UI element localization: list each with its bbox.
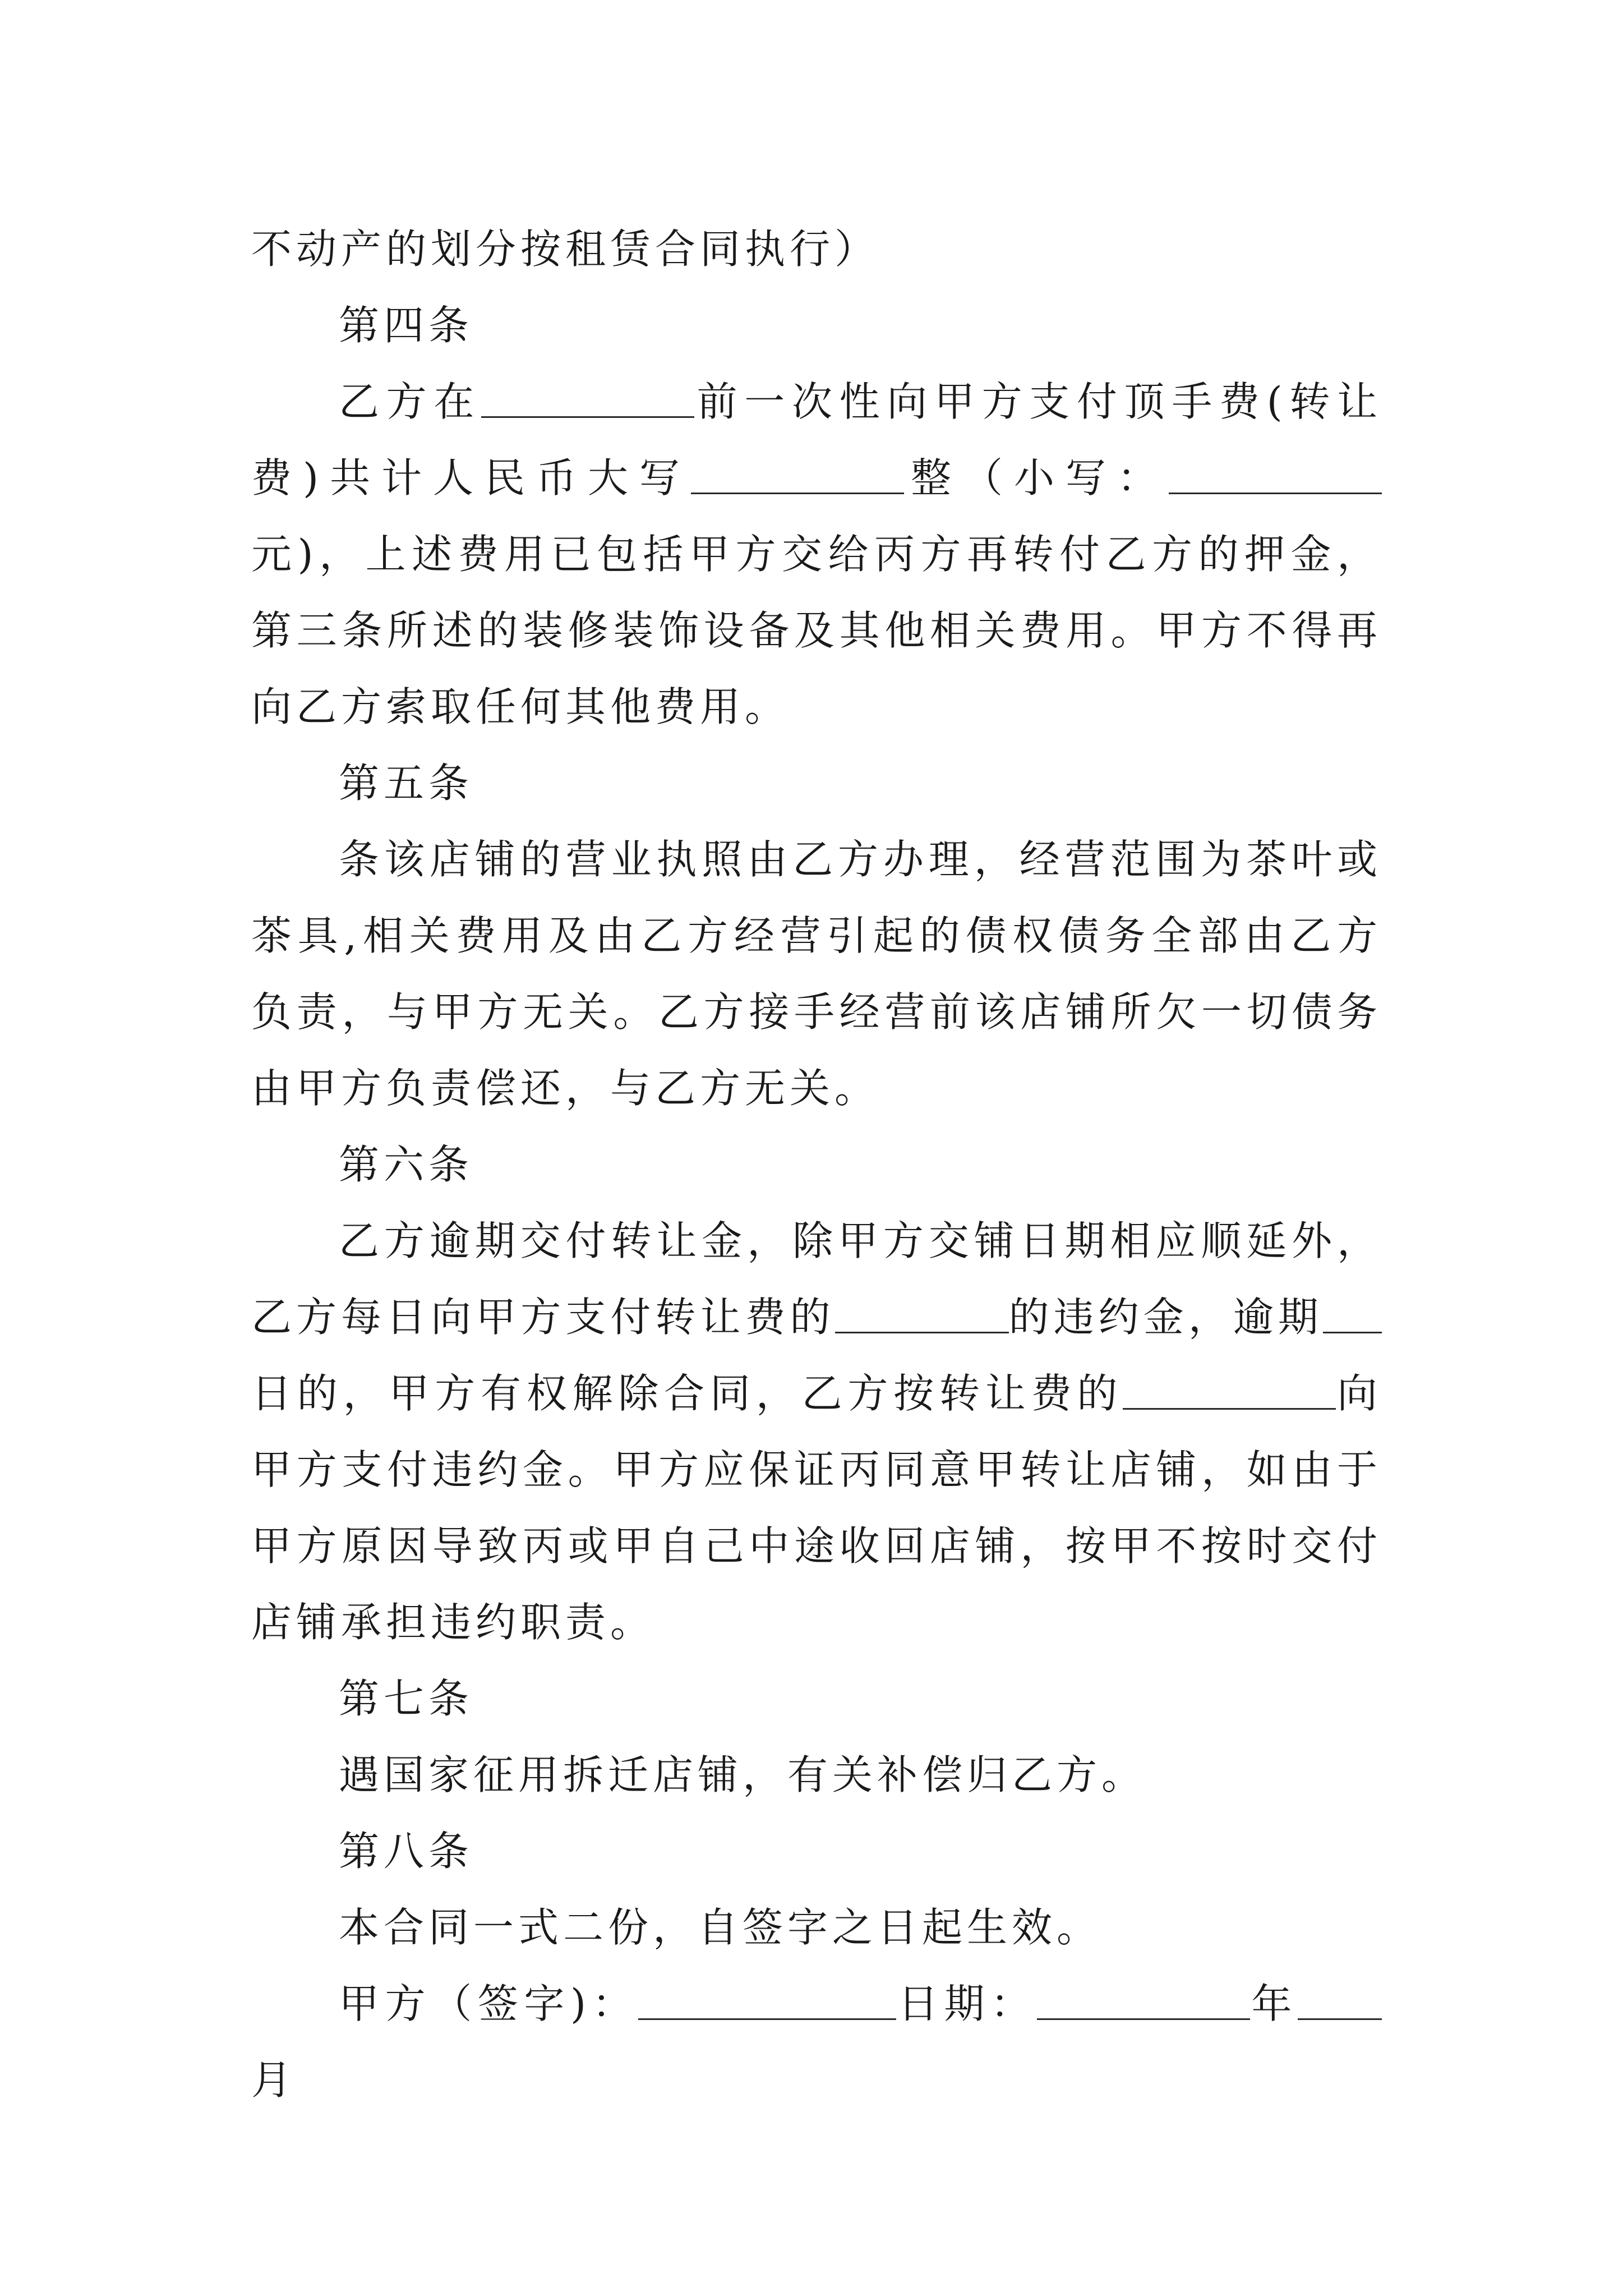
article-6-text-4: 向甲方支付违约金。甲方应保证丙同意甲转让店铺，如由于甲方原因导致丙或甲自己中途收回店铺，按甲不按时交付店铺承担违约职责。 — [251, 1370, 1382, 1646]
article-4-text-1: 乙方在 — [339, 378, 481, 425]
article-4-text-3: 整（小写： — [904, 454, 1169, 501]
article-6-text-1: 乙方逾期交付转让金，除甲方交铺日期相应顺延外，乙方每日向甲方支付转让费的 — [251, 1217, 1382, 1341]
year-blank[interactable] — [1037, 1980, 1250, 2020]
month-label: 月 — [251, 2056, 297, 2104]
payment-date-blank[interactable] — [481, 378, 694, 418]
article-4-heading: 第四条 — [339, 302, 474, 349]
article-4-text-2: 前一次性向甲方支付顶手费(转让费)共计人民币大写 — [251, 378, 1382, 501]
year-label: 年 — [1249, 1980, 1298, 2027]
amount-in-words-blank[interactable] — [691, 454, 904, 494]
daily-penalty-rate-blank[interactable] — [835, 1294, 1009, 1333]
article-4-paragraph — [251, 364, 1382, 745]
month-blank[interactable] — [1298, 1980, 1382, 2020]
article-6-text-3: 日的，甲方有权解除合同，乙方按转让费的 — [251, 1370, 1123, 1417]
overdue-days-blank[interactable] — [1323, 1294, 1382, 1333]
article-7-paragraph: 遇国家征用拆迁店铺，有关补偿归乙方。 — [339, 1751, 1147, 1798]
penalty-rate-blank[interactable] — [1123, 1370, 1336, 1410]
continuation-paragraph: 不动产的划分按租赁合同执行） — [251, 226, 880, 273]
signature-line — [251, 1966, 1382, 2118]
article-8-paragraph: 本合同一式二份，自签字之日起生效。 — [339, 1904, 1102, 1951]
party-a-signature-label: 甲方（签字)： — [339, 1980, 639, 2027]
article-7-heading: 第七条 — [339, 1675, 474, 1722]
article-5-heading: 第五条 — [339, 760, 474, 807]
date-label: 日期： — [896, 1980, 1037, 2027]
article-6-text-2: 的违约金，逾期 — [1008, 1294, 1323, 1341]
article-6-heading: 第六条 — [339, 1141, 474, 1188]
amount-in-figures-blank[interactable] — [1169, 454, 1382, 494]
article-4-text-4: 元)，上述费用已包括甲方交给丙方再转付乙方的押金，第三条所述的装修装饰设备及其他相关费用。甲方不得再向乙方索取任何其他费用。 — [251, 531, 1382, 730]
article-8-heading: 第八条 — [339, 1828, 474, 1875]
article-5-paragraph: 条该店铺的营业执照由乙方办理，经营范围为茶叶或茶具,相关费用及由乙方经营引起的债权债务全部由乙方负责，与甲方无关。乙方接手经营前该店铺所欠一切债务由甲方负责偿还，与乙方无关。 — [251, 836, 1382, 1112]
article-6-paragraph — [251, 1203, 1382, 1660]
party-a-signature-blank[interactable] — [638, 1980, 896, 2020]
document-body — [251, 211, 1382, 2118]
